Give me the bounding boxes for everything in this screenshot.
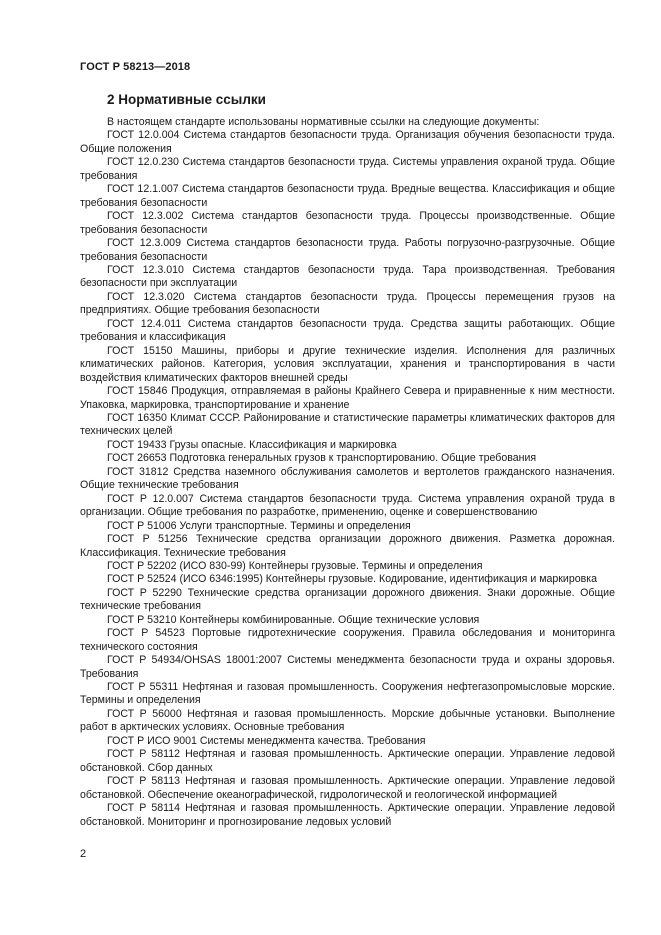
references-body [80,116,615,829]
reference-item: ГОСТ 12.3.009 Система стандартов безопасности труда. Работы погрузочно-разгрузочные. Общие требования безопасности [80,237,615,263]
section-title: 2 Нормативные ссылки [107,92,266,107]
reference-item: ГОСТ Р ИСО 9001 Системы менеджмента качества. Требования [107,734,426,747]
reference-item: ГОСТ Р 52524 (ИСО 6346:1995) Контейнеры грузовые. Кодирование, идентификация и маркировка [107,573,598,586]
reference-item: ГОСТ 12.1.007 Система стандартов безопасности труда. Вредные вещества. Классификация и общие требования безопасности [80,183,615,209]
reference-item: ГОСТ Р 54523 Портовые гидротехнические сооружения. Правила обследования и мониторинга технического состояния [80,627,615,653]
reference-item: ГОСТ 12.3.020 Система стандартов безопасности труда. Процессы перемещения грузов на предприятиях. Общие требования безопасности [80,290,615,317]
reference-item: ГОСТ 31812 Средства наземного обслуживания самолетов и вертолетов гражданского назначения. Общие технические требования [80,465,615,492]
reference-item: ГОСТ 12.4.011 Система стандартов безопасности труда. Средства защиты работающих. Общие требования и классификация [80,317,615,344]
reference-item: ГОСТ Р 53210 Контейнеры комбинированные. Общие технические условия [107,613,480,626]
reference-item: ГОСТ Р 51256 Технические средства организации дорожного движения. Разметка дорожная. Классификация. Технические требования [80,533,615,559]
reference-item: ГОСТ Р 56000 Нефтяная и газовая промышленность. Морские добычные установки. Выполнение работ в арктических условиях. Основные требования [80,707,615,734]
reference-item: ГОСТ Р 58113 Нефтяная и газовая промышленность. Арктические операции. Управление ледовой обстановкой. Обеспечение океанографической, гидрологической и геологической информацией [80,775,615,801]
reference-item: ГОСТ 26653 Подготовка генеральных грузов к транспортированию. Общие требования [107,452,537,465]
document-code-header: ГОСТ Р 58213—2018 [80,61,191,73]
reference-item: ГОСТ 16350 Климат СССР. Районирование и статистические параметры климатических факторов для технических целей [80,411,615,438]
reference-item: ГОСТ 15150 Машины, приборы и другие технические изделия. Исполнения для различных климатических районов. Категория, условия эксплуатации, хранения и транспортирования в части воздействия климатических факторов внешней среды [80,344,615,384]
reference-item: ГОСТ 12.3.002 Система стандартов безопасности труда. Процессы производственные. Общие требования безопасности [80,210,615,236]
reference-item: ГОСТ Р 54934/OHSAS 18001:2007 Системы менеджмента безопасности труда и охраны здоровья. Требования [80,654,615,680]
reference-item: ГОСТ 12.0.230 Система стандартов безопасности труда. Системы управления охраной труда. Общие требования [80,156,615,182]
reference-item: ГОСТ 15846 Продукция, отправляемая в районы Крайнего Севера и приравненные к ним местности. Упаковка, маркировка, транспортирование и хранение [80,385,615,411]
page-number: 2 [80,848,87,860]
reference-item: ГОСТ Р 58114 Нефтяная и газовая промышленность. Арктические операции. Управление ледовой обстановкой. Мониторинг и прогнозирование ледовых условий [80,802,615,828]
intro-paragraph: В настоящем стандарте использованы нормативные ссылки на следующие документы: [107,116,540,128]
reference-item: ГОСТ Р 52202 (ИСО 830-99) Контейнеры грузовые. Термины и определения [107,559,483,572]
reference-item: ГОСТ Р 55311 Нефтяная и газовая промышленность. Сооружения нефтегазопромысловые морские. Термины и определения [80,681,615,707]
reference-item: ГОСТ 12.0.004 Система стандартов безопасности труда. Организация обучения безопасности труда. Общие положения [80,129,615,155]
reference-item: ГОСТ Р 12.0.007 Система стандартов безопасности труда. Система управления охраной труда в организации. Общие требования по разработке, применению, оценке и совершенствованию [80,492,615,519]
reference-item: ГОСТ 19433 Грузы опасные. Классификация и маркировка [107,438,397,451]
reference-item: ГОСТ Р 52290 Технические средства организации дорожного движения. Знаки дорожные. Общие технические требования [80,586,615,613]
reference-item: ГОСТ Р 58112 Нефтяная и газовая промышленность. Арктические операции. Управление ледовой обстановкой. Сбор данных [80,748,615,774]
reference-item: ГОСТ Р 51006 Услуги транспортные. Термины и определения [107,519,411,532]
reference-item: ГОСТ 12.3.010 Система стандартов безопасности труда. Тара производственная. Требования безопасности при эксплуатации [80,263,615,290]
